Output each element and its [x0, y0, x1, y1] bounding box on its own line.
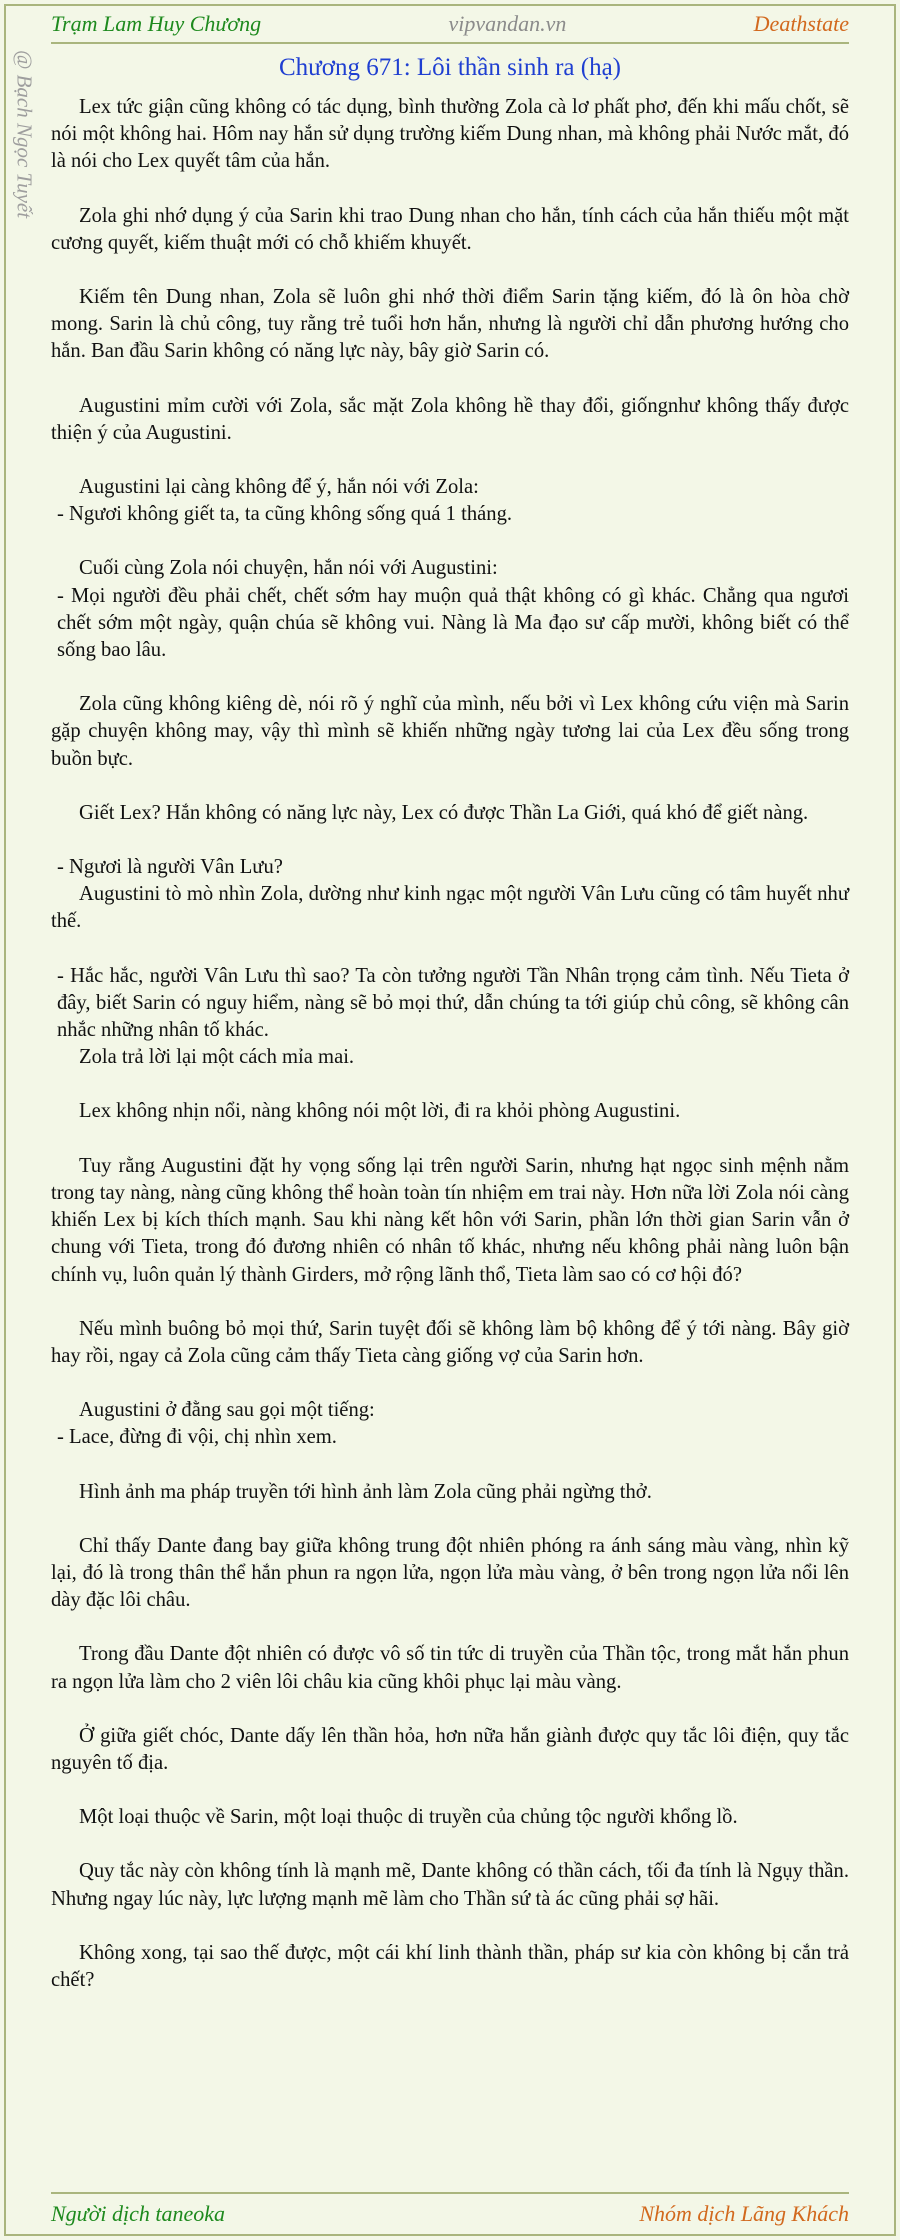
- paragraph: Kiếm tên Dung nhan, Zola sẽ luôn ghi nhớ thời điểm Sarin tặng kiếm, đó là ôn hòa chờ mong. Sarin là chủ công, tuy rằng trẻ tuổi hơn hắn, nhưng là người chỉ dẫn phương hướng cho hắn. Ban đầu Sarin không có năng lực này, bây giờ Sarin có.: [51, 286, 849, 363]
- paragraph: [51, 474, 849, 528]
- paragraph: [51, 555, 849, 664]
- footer-group: Nhóm dịch Lãng Khách: [639, 2201, 849, 2226]
- paragraph: Lex tức giận cũng không có tác dụng, bình thường Zola cà lơ phất phơ, đến khi mấu chốt, sẽ nói một không hai. Hôm nay hắn sử dụng trường kiếm Dung nhan, mà không phải Nước mắt, đó là nói cho Lex quyết tâm của hắn.: [51, 96, 849, 173]
- paragraph: Ở giữa giết chóc, Dante dấy lên thần hỏa, hơn nữa hắn giành được quy tắc lôi điện, quy tắc nguyên tố địa.: [51, 1724, 849, 1774]
- paragraph: Lex không nhịn nổi, nàng không nói một lời, đi ra khỏi phòng Augustini.: [79, 1100, 681, 1123]
- paragraph: Hình ảnh ma pháp truyền tới hình ảnh làm Zola cũng phải ngừng thở.: [79, 1480, 652, 1503]
- paragraph: [51, 963, 849, 1072]
- paragraph: [51, 1397, 849, 1451]
- header-book-title: Trạm Lam Huy Chương: [51, 11, 262, 36]
- paragraph-line: - Hắc hắc, người Vân Lưu thì sao? Ta còn tưởng người Tần Nhân trọng cảm tình. Nếu Tieta ở đây, biết Sarin có nguy hiểm, nàng sẽ bỏ mọi thứ, dẫn chúng ta tới giúp chủ công, sẽ không cân nhắc những nhân tố khác.: [57, 964, 849, 1042]
- chapter-title: Chương 671: Lôi thần sinh ra (hạ): [279, 54, 621, 81]
- paragraph: [51, 854, 849, 936]
- paragraph: Chỉ thấy Dante đang bay giữa không trung đột nhiên phóng ra ánh sáng màu vàng, nhìn kỹ lại, đó là trong thân thể hắn phun ra ngọn lửa, ngọn lửa màu vàng, ở bên trong ngọn lửa nổi lên dày đặc lôi châu.: [51, 1534, 849, 1612]
- paragraph-line: Augustini ở đằng sau gọi một tiếng:: [79, 1399, 375, 1422]
- paragraph-line: - Lace, đừng đi vội, chị nhìn xem.: [57, 1426, 337, 1449]
- paragraph-line: - Mọi người đều phải chết, chết sớm hay muộn quả thật không có gì khác. Chẳng qua ngươi chết sớm một ngày, quận chúa sẽ không vui. Nàng là Ma đạo sư cấp mười, không biết có thể sống bao lâu.: [57, 584, 849, 662]
- paragraph-line: - Ngươi là người Vân Lưu?: [57, 856, 283, 879]
- paragraph-line: Cuối cùng Zola nói chuyện, hắn nói với Augustini:: [79, 557, 498, 580]
- header-site-name: vipvandan.vn: [448, 11, 567, 36]
- sidebar-watermark: [10, 50, 38, 270]
- paragraph-line: - Ngươi không giết ta, ta cũng không sống quá 1 tháng.: [57, 503, 513, 526]
- paragraph: Nếu mình buông bỏ mọi thứ, Sarin tuyệt đối sẽ không làm bộ không để ý tới nàng. Bây giờ hay rồi, ngay cả Zola cũng cảm thấy Tieta càng giống vợ của Sarin hơn.: [51, 1317, 849, 1367]
- paragraph: Trong đầu Dante đột nhiên có được vô số tin tức di truyền của Thần tộc, trong mắt hắn phun ra ngọn lửa làm cho 2 viên lôi châu kia cũng khôi phục lại màu vàng.: [51, 1643, 849, 1693]
- main-content: [51, 48, 849, 2180]
- paragraph: Một loại thuộc về Sarin, một loại thuộc di truyền của chủng tộc người khổng lồ.: [79, 1806, 738, 1829]
- sidebar-credit-text: @ Bạch Ngọc Tuyết: [12, 50, 37, 219]
- paragraph-line: Zola trả lời lại một cách mỉa mai.: [79, 1046, 355, 1069]
- footer-translator: Người dịch taneoka: [51, 2201, 226, 2226]
- paragraph-line: Augustini lại càng không để ý, hắn nói với Zola:: [79, 476, 479, 499]
- header-author: Deathstate: [753, 11, 849, 36]
- page-footer: [51, 2192, 849, 2234]
- paragraph: Zola cũng không kiêng dè, nói rõ ý nghĩ của mình, nếu bởi vì Lex không cứu viện mà Sarin gặp chuyện không may, vậy thì mình sẽ khiến những ngày tương lai của Lex đều sống trong buồn bực.: [51, 693, 849, 770]
- page-header: [51, 6, 849, 44]
- chapter-body: [51, 94, 849, 1994]
- paragraph: Giết Lex? Hắn không có năng lực này, Lex có được Thần La Giới, quá khó để giết nàng.: [79, 801, 809, 824]
- paragraph: Augustini mỉm cười với Zola, sắc mặt Zola không hề thay đổi, giốngnhư không thấy được thiện ý của Augustini.: [51, 394, 849, 444]
- paragraph: Quy tắc này còn không tính là mạnh mẽ, Dante không có thần cách, tối đa tính là Ngụy thần. Nhưng ngay lúc này, lực lượng mạnh mẽ làm cho Thần sứ tà ác cũng phải sợ hãi.: [51, 1860, 849, 1910]
- paragraph-line: Augustini tò mò nhìn Zola, dường như kinh ngạc một người Vân Lưu cũng có tâm huyết như thế.: [51, 883, 849, 933]
- paragraph: Không xong, tại sao thế được, một cái khí linh thành thần, pháp sư kia còn không bị cắn trả chết?: [51, 1941, 849, 1991]
- paragraph: Zola ghi nhớ dụng ý của Sarin khi trao Dung nhan cho hắn, tính cách của hắn thiếu một mặt cương quyết, kiếm thuật mới có chỗ khiếm khuyết.: [51, 204, 849, 254]
- paragraph: Tuy rằng Augustini đặt hy vọng sống lại trên người Sarin, nhưng hạt ngọc sinh mệnh nằm trong tay nàng, nàng cũng không thể hoàn toàn tín nhiệm em trai này. Hơn nữa lời Zola nói càng khiến Lex bị kích thích mạnh. Sau khi nàng kết hôn với Sarin, phần lớn thời gian Sarin vẫn ở chung với Tieta, trong đó đương nhiên có nhân tố khác, nhưng nếu không phải nàng luôn bận chính vụ, luôn quản lý thành Girders, mở rộng lãnh thổ, Tieta làm sao có cơ hội đó?: [51, 1154, 849, 1286]
